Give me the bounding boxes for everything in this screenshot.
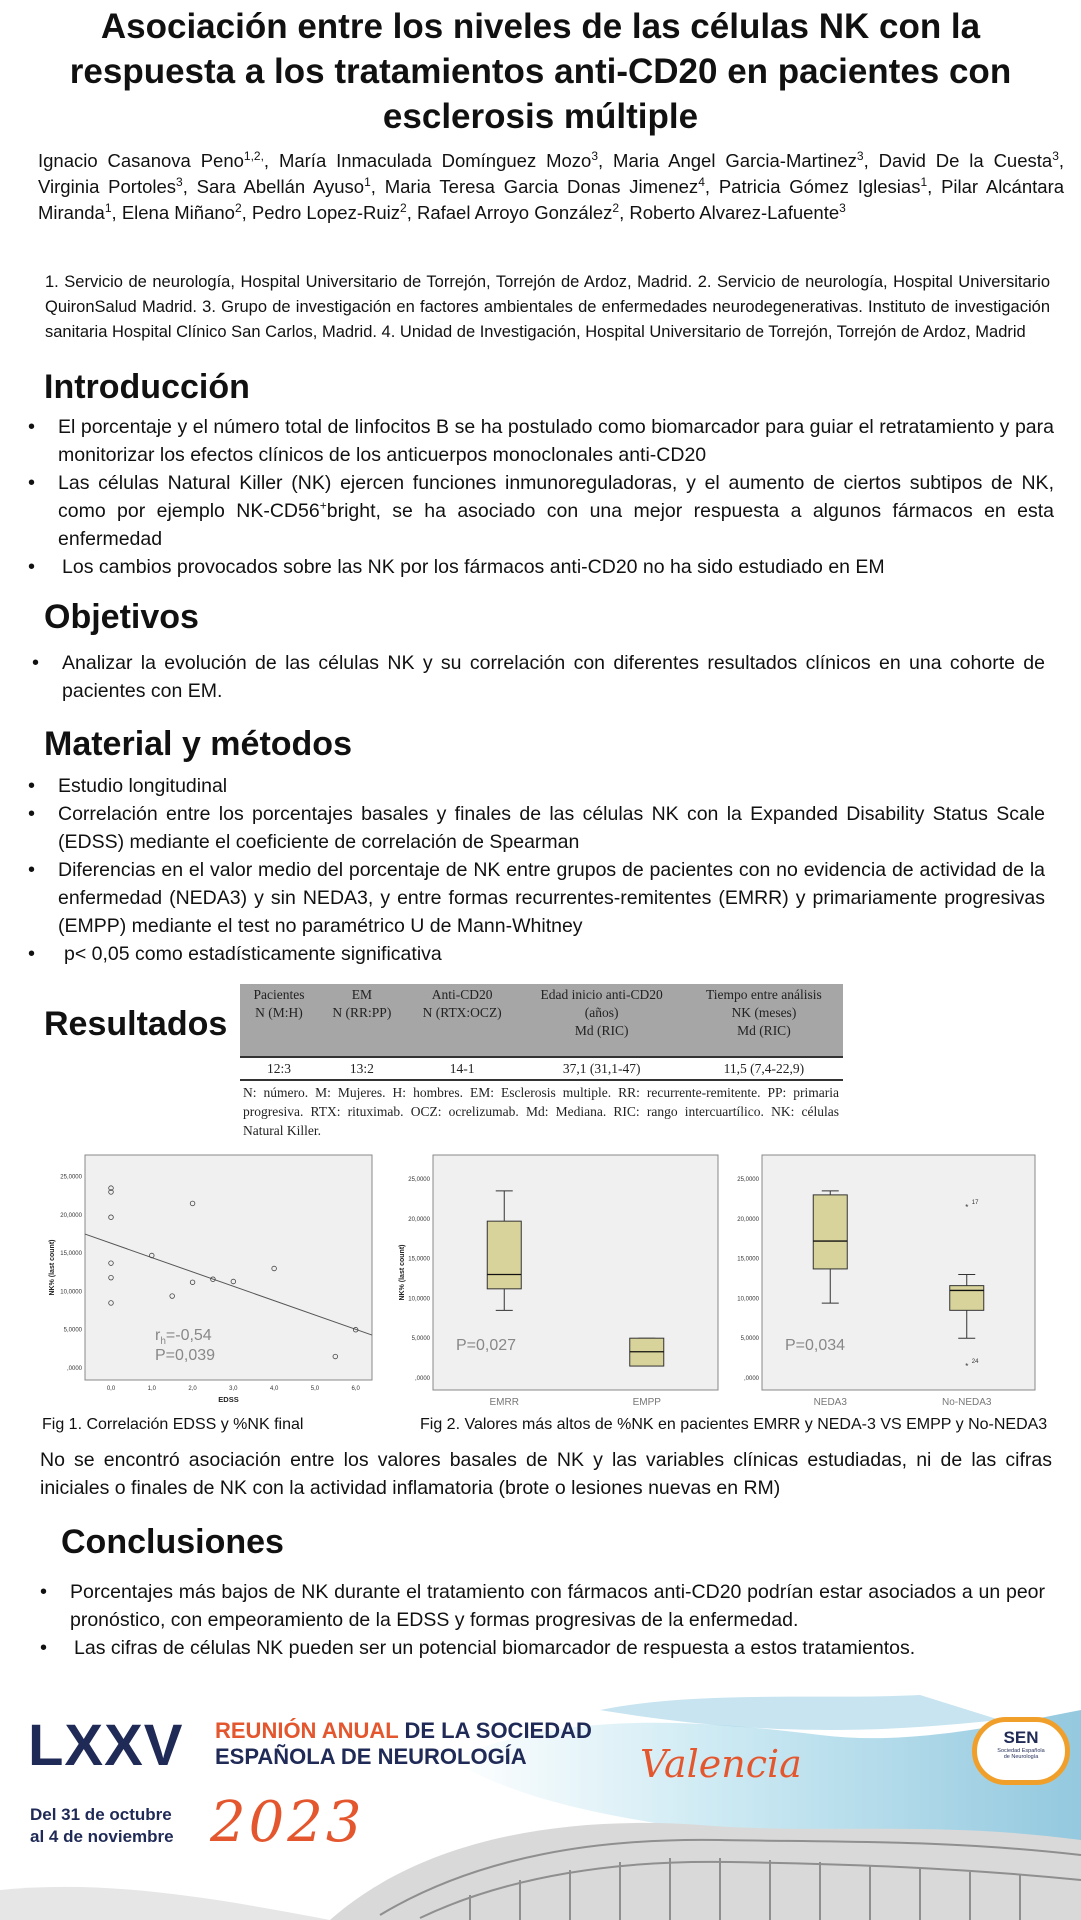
author-affiliation-number: 4 xyxy=(698,174,705,189)
y-tick-label: 20,0000 xyxy=(408,1216,430,1223)
table-cell: 11,5 (7,4-22,9) xyxy=(685,1057,843,1080)
intro-list xyxy=(28,413,1054,581)
table-cell: 37,1 (31,1-47) xyxy=(519,1057,685,1080)
author-name: Sara Abellán Ayuso xyxy=(196,176,365,197)
table-header-cell: Anti-CD20 N (RTX:OCZ) xyxy=(406,984,519,1057)
demographics-table xyxy=(240,984,843,1081)
congress-numeral: LXXV xyxy=(28,1713,184,1778)
y-tick-label: 25,0000 xyxy=(60,1174,82,1181)
x-tick-label: 6,0 xyxy=(351,1386,360,1392)
conclusiones-bullet: • Las cifras de células NK pueden ser un potencial biomarcador de respuesta a estos tratamientos. xyxy=(40,1634,1045,1662)
metodos-bullet: • Correlación entre los porcentajes basales y finales de las células NK con la Expanded Disability Status Scale (EDSS) mediante el coeficiente de correlación de Spearman xyxy=(28,800,1045,856)
y-axis-label: NK% (last count) xyxy=(49,1239,56,1296)
outlier-label: 17 xyxy=(971,1199,979,1206)
intro-b2-pre: Las células Natural Killer (NK) ejercen funciones inmunoreguladoras, y el aumento de ciertos subtipos de NK, como por ejemplo NK-CD56 xyxy=(58,472,1054,522)
fig2-boxplot-neda xyxy=(722,1150,1037,1412)
congress-name-navy: DE LA SOCIEDAD xyxy=(404,1718,592,1743)
congress-name-line1 xyxy=(215,1718,592,1744)
fig1-caption: Fig 1. Correlación EDSS y %NK final xyxy=(42,1416,304,1433)
y-tick-label: 10,0000 xyxy=(737,1296,759,1303)
category-label: NEDA3 xyxy=(813,1397,847,1408)
fig2-boxplot-emrr-empp xyxy=(390,1150,722,1412)
table-cell: 14-1 xyxy=(406,1057,519,1080)
congress-year: 2023 xyxy=(210,1790,365,1855)
x-tick-label: 3,0 xyxy=(229,1386,238,1392)
y-tick-label: 15,0000 xyxy=(60,1251,82,1258)
author-name: Rafael Arroyo González xyxy=(416,202,613,223)
x-tick-label: 5,0 xyxy=(310,1386,320,1392)
author-affiliation-number: 3 xyxy=(591,148,599,163)
author-name: María Inmaculada Domínguez Mozo xyxy=(278,150,592,171)
author-name: Patricia Gómez Iglesias xyxy=(718,176,921,197)
author-affiliation-number: 2 xyxy=(612,200,620,215)
intro-bullet: • Los cambios provocados sobre las NK por los fármacos anti-CD20 no ha sido estudiado en EM xyxy=(28,553,1054,581)
table-header-row xyxy=(240,984,843,1057)
author-affiliation-number: 2 xyxy=(400,200,407,215)
p-value-annotation: P=0,027 xyxy=(456,1337,517,1354)
table-header-cell: EM N (RR:PP) xyxy=(318,984,406,1057)
y-tick-label: 10,0000 xyxy=(60,1289,82,1296)
intro-bullet: • El porcentaje y el número total de linfocitos B se ha postulado como biomarcador para guiar el retratamiento y para monitorizar los efectos clínicos de los anticuerpos monoclonales anti-CD20 xyxy=(28,413,1054,469)
congress-name-line2: ESPAÑOLA DE NEUROLOGÍA xyxy=(215,1744,527,1769)
y-tick-label: ,0000 xyxy=(743,1376,759,1382)
box xyxy=(487,1221,521,1289)
author-affiliation-number: 3 xyxy=(1052,148,1059,163)
y-tick-label: 10,0000 xyxy=(408,1296,430,1303)
table-cell: 13:2 xyxy=(318,1057,406,1080)
y-tick-label: ,0000 xyxy=(66,1366,82,1372)
sen-logo: SEN Sociedad Española de Neurología xyxy=(972,1717,1070,1785)
conclusiones-heading: Conclusiones xyxy=(61,1523,284,1561)
y-tick-label: 25,0000 xyxy=(737,1176,759,1183)
author-name: Virginia Portoles xyxy=(38,176,177,197)
author-affiliation-number: 1 xyxy=(920,174,928,189)
y-tick-label: 20,0000 xyxy=(60,1212,82,1219)
table-header-cell: Tiempo entre análisis NK (meses) Md (RIC) xyxy=(685,984,843,1057)
intro-heading: Introducción xyxy=(44,368,250,406)
table-header-cell: Edad inicio anti-CD20 (años) Md (RIC) xyxy=(519,984,685,1057)
author-name: Ignacio Casanova Peno xyxy=(38,150,244,171)
congress-name-red: REUNIÓN ANUAL xyxy=(215,1718,399,1743)
x-tick-label: 4,0 xyxy=(269,1386,279,1392)
author-name: Pedro Lopez-Ruiz xyxy=(251,202,401,223)
box xyxy=(813,1195,847,1269)
y-tick-label: 5,0000 xyxy=(740,1336,759,1343)
category-label: EMPP xyxy=(632,1397,661,1408)
corr-r: r xyxy=(155,1327,161,1344)
author-name: Roberto Alvarez-Lafuente xyxy=(629,202,840,223)
objetivos-bullet: • Analizar la evolución de las células NK y su correlación con diferentes resultados clínicos en una cohorte de pacientes con EM. xyxy=(32,649,1045,705)
plot-area xyxy=(85,1155,372,1380)
y-tick-label: 5,0000 xyxy=(63,1327,82,1334)
poster-title: Asociación entre los niveles de las células NK con la respuesta a los tratamientos anti-CD20 en pacientes con esclerosis múltiple xyxy=(69,7,1012,136)
plot-area xyxy=(433,1155,718,1390)
outlier-marker: * xyxy=(965,1202,969,1212)
table-row xyxy=(240,1057,843,1080)
affiliations: 1. Servicio de neurología, Hospital Universitario de Torrejón, Torrejón de Ardoz, Madrid. 2. Servicio de neurología, Hospital Universitario QuironSalud Madrid. 3. Grupo de investigación en factores ambientales de enfermedades neurodegenerativas. Instituto de investigación sanitaria Hospital Clínico San Carlos, Madrid. 4. Unidad de Investigación, Hospital Universitario de Torrejón, Torrejón de Ardoz, Madrid xyxy=(45,273,1050,341)
box xyxy=(950,1286,984,1311)
objetivos-heading: Objetivos xyxy=(44,598,199,636)
conclusiones-bullet: • Porcentajes más bajos de NK durante el tratamiento con fármacos anti-CD20 podrían estar asociados a un peor pronóstico, con empeoramiento de la EDSS y formas progresivas de la enfermedad. xyxy=(40,1578,1045,1634)
y-tick-label: 20,0000 xyxy=(737,1216,759,1223)
outlier-label: 24 xyxy=(971,1359,979,1366)
x-axis-label: EDSS xyxy=(218,1395,239,1404)
conclusiones-list xyxy=(40,1578,1045,1662)
metodos-bullet: • Estudio longitudinal xyxy=(28,772,1045,800)
table-note: N: número. M: Mujeres. H: hombres. EM: Esclerosis multiple. RR: recurrente-remitente. PP: primaria progresiva. RTX: rituximab. OCZ: ocrelizumab. Md: Mediana. RIC: rango intercuartílico. NK: células Natural Killer. xyxy=(243,1085,839,1138)
category-label: No-NEDA3 xyxy=(942,1397,992,1408)
x-tick-label: 1,0 xyxy=(147,1386,156,1392)
outlier-marker: * xyxy=(965,1362,969,1372)
y-tick-label: 15,0000 xyxy=(737,1256,759,1263)
category-label: EMRR xyxy=(489,1397,519,1408)
objetivos-list xyxy=(32,649,1045,705)
intro-b2-post: bright, se ha asociado con una mejor respuesta a algunos fármacos en esta enfermedad xyxy=(58,500,1054,550)
metodos-bullet: • Diferencias en el valor medio del porcentaje de NK entre grupos de pacientes con no evidencia de actividad de la enfermedad (NEDA3) y sin NEDA3, y entre formas recurrentes-remitentes (EMRR) y primariamente progresivas (EMPP) mediante el test no paramétrico U de Mann-Whitney xyxy=(28,856,1045,940)
fig2-caption: Fig 2. Valores más altos de %NK en pacientes EMRR y NEDA-3 VS EMPP y No-NEDA3 xyxy=(420,1416,1048,1433)
resultados-heading: Resultados xyxy=(44,1005,228,1043)
table-header-cell: Pacientes N (M:H) xyxy=(240,984,318,1057)
corr-val: =-0,54 xyxy=(165,1327,212,1344)
table-cell: 12:3 xyxy=(240,1057,318,1080)
author-affiliation-number: 3 xyxy=(856,148,864,163)
y-tick-label: 25,0000 xyxy=(408,1176,430,1183)
author-list: Ignacio Casanova Peno$^{1,2,}$, María Inmaculada Domínguez Mozo$^3$, Maria Angel Garcia-Martinez$^3$, David De la Cuesta$^3$, Virginia Portoles$^3$, Sara Abellán Ayuso$^1$, Maria Teresa Garcia Donas Jimenez$^4$, Patricia Gómez Iglesias$^1$, Pilar Alcántara Miranda$^1$, Elena Miñano$^2$, Pedro Lopez-Ruiz$^2$, Rafael Arroyo González$^2$, Roberto Alvarez-Lafuente$^3$ xyxy=(38,148,1065,223)
author-affiliation-number: 1 xyxy=(104,200,112,215)
y-axis-label: NK% (last count) xyxy=(399,1244,406,1301)
fig1-scatter-plot xyxy=(42,1150,375,1412)
author-name: Elena Miñano xyxy=(121,202,235,223)
y-tick-label: 15,0000 xyxy=(408,1256,430,1263)
congress-dates: Del 31 de octubre al 4 de noviembre xyxy=(30,1805,174,1846)
metodos-list xyxy=(28,772,1045,968)
author-name: Maria Angel Garcia-Martinez xyxy=(613,150,857,171)
author-affiliation-number: 3 xyxy=(839,200,846,215)
author-name: Pilar Alcántara Miranda xyxy=(38,176,1065,223)
corr-sub: h xyxy=(160,1336,166,1347)
y-tick-label: ,0000 xyxy=(414,1376,430,1382)
metodos-heading: Material y métodos xyxy=(44,725,352,763)
intro-b2-sup: + xyxy=(319,498,327,513)
x-tick-label: 0,0 xyxy=(106,1386,116,1392)
author-affiliation-number: 1,2, xyxy=(243,148,264,163)
x-tick-label: 2,0 xyxy=(188,1386,197,1392)
y-tick-label: 5,0000 xyxy=(411,1336,430,1343)
p-value-annotation: P=0,034 xyxy=(785,1337,846,1354)
author-affiliation-number: 2 xyxy=(234,200,242,215)
metodos-bullet: • p< 0,05 como estadísticamente significativa xyxy=(28,940,1045,968)
author-name: David De la Cuesta xyxy=(878,150,1053,171)
p-value-annotation: P=0,039 xyxy=(155,1347,216,1364)
author-affiliation-number: 1 xyxy=(364,174,371,189)
results-text: No se encontró asociación entre los valores basales de NK y las variables clínicas estudiadas, ni de las cifras iniciales o finales de NK con la actividad inflamatoria (brote o lesiones nuevas en RM) xyxy=(40,1449,1052,1499)
intro-bullet xyxy=(28,469,1054,553)
plot-area xyxy=(762,1155,1035,1390)
author-affiliation-number: 3 xyxy=(176,174,183,189)
city-name: Valencia xyxy=(640,1742,802,1786)
author-name: Maria Teresa Garcia Donas Jimenez xyxy=(384,176,699,197)
